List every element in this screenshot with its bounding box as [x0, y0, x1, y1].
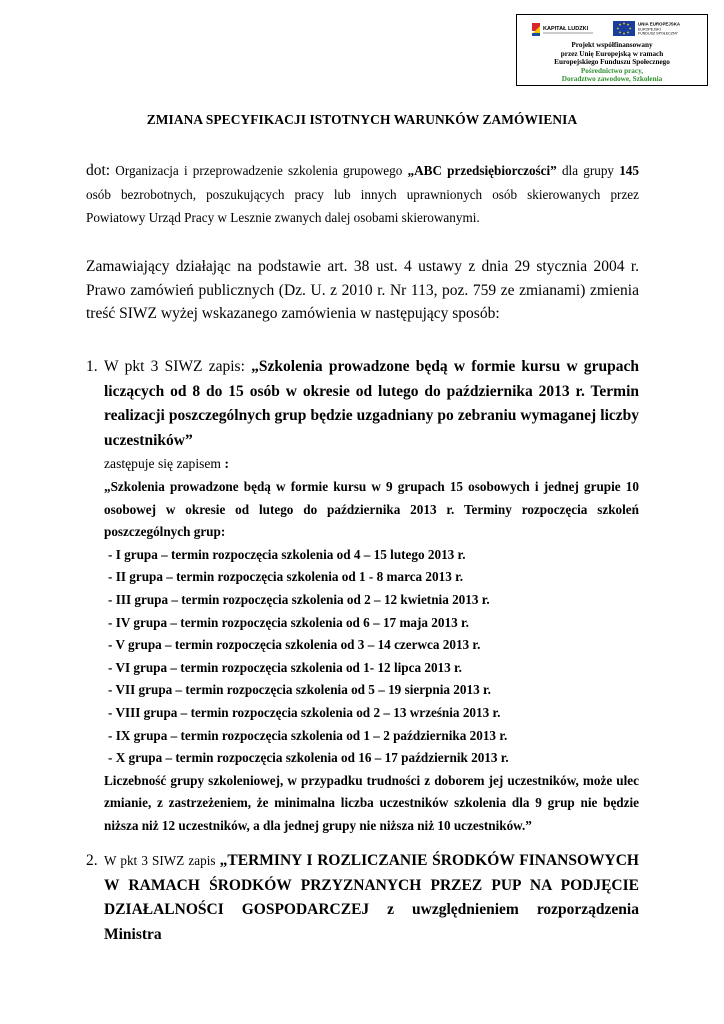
eu-flag-logo — [613, 20, 693, 37]
item-1-original-clause — [104, 355, 639, 453]
item-1-replace-line — [104, 453, 639, 476]
item-2-quote: „TERMINY I ROZLICZANIE ŚRODKÓW FINANSOWYCH W RAMACH ŚRODKÓW PRZYZNANYCH PRZEZ PUP NA PODJĘCIE DZIAŁALNOŚCI GOSPODARCZEJ z uwzględnieniem rozporządzenia Ministra — [104, 852, 639, 943]
logo-caption — [517, 41, 707, 84]
item-1-replace-label: zastępuje się zapisem — [104, 456, 225, 471]
eu-project-logo-box — [516, 14, 708, 86]
document-title: ZMIANA SPECYFIKACJI ISTOTNYCH WARUNKÓW ZAMÓWIENIA — [146, 112, 578, 127]
group-schedule-item: - X grupa – termin rozpoczęcia szkolenia od 16 – 17 październik 2013 r. — [108, 750, 509, 766]
logo-line-3: Europejskiego Funduszu Społecznego — [554, 58, 670, 67]
group-schedule-item: - III grupa – termin rozpoczęcia szkolenia od 2 – 12 kwietnia 2013 r. — [108, 591, 490, 607]
logo-line-1: Projekt współfinansowany — [571, 41, 653, 49]
group-schedule-item: - IV grupa – termin rozpoczęcia szkolenia od 6 – 17 maja 2013 r. — [108, 614, 469, 630]
logo-line-4: Pośrednictwo pracy, — [580, 66, 644, 75]
group-schedule-item: - I grupa – termin rozpoczęcia szkolenia od 4 – 15 lutego 2013 r. — [108, 546, 466, 562]
eu-title: UNIA EUROPEJSKA — [638, 21, 681, 27]
item-1-quote: „Szkolenia prowadzone będą w formie kursu w grupach liczących od 8 do 15 osób w okresie od lutego do października 2013 r. Termin realizacji poszczególnych grup będzie uzgadniany po zebraniu wymaganej liczby uczestników” — [104, 358, 639, 449]
group-schedule-item: - II grupa – termin rozpoczęcia szkolenia od 1 - 8 marca 2013 r. — [108, 569, 464, 585]
item-1-lead: W pkt 3 SIWZ zapis: — [104, 358, 252, 375]
dot-text-2: dla grupy — [556, 163, 620, 178]
eu-sub1: EUROPEJSKI — [638, 27, 661, 32]
group-schedule-item: - VIII grupa – termin rozpoczęcia szkolenia od 2 – 13 września 2013 r. — [108, 704, 501, 720]
change-item-2 — [86, 849, 639, 947]
group-schedule-item: - VI grupa – termin rozpoczęcia szkolenia od 1- 12 lipca 2013 r. — [108, 659, 462, 675]
dot-text-1: Organizacja i przeprowadzenie szkolenia grupowego — [110, 163, 408, 178]
group-schedule-item: - IX grupa – termin rozpoczęcia szkolenia od 1 – 2 października 2013 r. — [108, 727, 508, 743]
group-size: 145 — [619, 163, 639, 178]
logo-line-2: przez Unię Europejską w ramach — [560, 49, 664, 58]
logo-line-5: Doradztwo zawodowe, Szkolenia — [561, 75, 663, 84]
item-2-original-clause — [104, 849, 639, 947]
dot-text-3: osób bezrobotnych, poszukujących pracy lub innych uprawnionych osób skierowanych przez Powiatowy Urząd Pracy w Lesznie zwanych dalej osobami skierowanymi. — [86, 186, 639, 225]
group-schedule-list — [104, 544, 639, 770]
item-1-number: 1. — [86, 358, 98, 375]
item-2-number: 2. — [86, 852, 98, 869]
item-1-group-size-note: Liczebność grupy szkoleniowej, w przypadku trudności z doborem jej uczestników, może ulec zmianie, z zastrzeżeniem, że minimalna liczba uczestników szkolenia dla 9 grup nie będzie niższa niż 12 uczestników, a dla jednej grupy nie niższa niż 10 uczestników.” — [104, 772, 639, 833]
kapital-ludzki-logo — [531, 21, 597, 37]
change-item-1 — [86, 355, 639, 838]
item-2-lead: W pkt 3 SIWZ zapis — [104, 853, 220, 868]
group-schedule-item: - V grupa – termin rozpoczęcia szkolenia od 3 – 14 czerwca 2013 r. — [108, 637, 481, 653]
training-name: „ABC przedsiębiorczości” — [407, 163, 557, 178]
dot-label: dot: — [86, 162, 111, 179]
item-1-replace-colon: : — [224, 457, 230, 472]
item-1-replacement-text: „Szkolenia prowadzone będą w formie kursu w 9 grupach 15 osobowych i jednej grupie 10 osobowej w okresie od lutego do października 2013 r. Terminy rozpoczęcia szkoleń poszczególnych grup: — [104, 479, 639, 540]
eu-sub2: FUNDUSZ SPOŁECZNY — [638, 31, 678, 36]
legal-basis-paragraph: Zamawiający działając na podstawie art. 38 ust. 4 ustawy z dnia 29 stycznia 2004 r. Prawo zamówień publicznych (Dz. U. z 2010 r. Nr 113, poz. 759 ze zmianami) zmienia treść SIWZ wyżej wskazanego zamówienia w następujący sposób: — [86, 258, 639, 323]
subject-paragraph — [86, 159, 639, 230]
group-schedule-item: - VII grupa – termin rozpoczęcia szkolenia od 5 – 19 sierpnia 2013 r. — [108, 682, 491, 698]
kapital-ludzki-label: KAPITAŁ LUDZKI — [543, 26, 589, 32]
